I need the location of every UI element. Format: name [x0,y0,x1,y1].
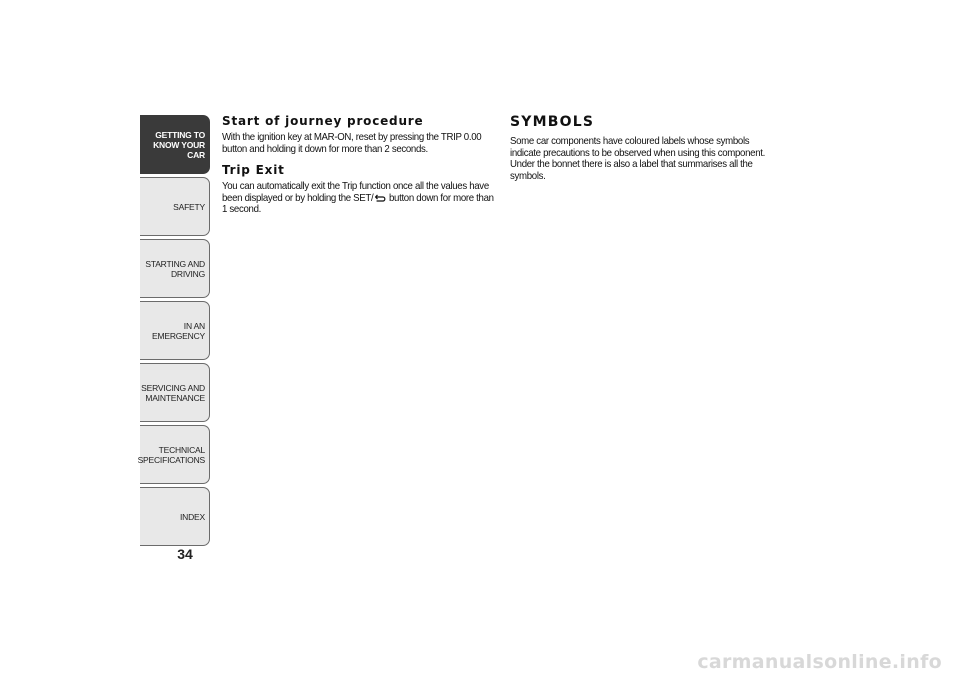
paragraph-trip-exit: You can automatically exit the Trip function once all the values have been displayed or by holding the SET/ button down for more than 1 second. [222,180,494,215]
heading-start-of-journey: Start of journey procedure [222,114,424,128]
watermark: carmanualsonline.info [697,651,942,673]
right-column [510,114,780,182]
heading-trip-exit: Trip Exit [222,163,285,177]
tab-safety[interactable]: SAFETY [140,177,210,236]
tab-starting-and-driving[interactable]: STARTING AND DRIVING [140,239,210,298]
return-arrow-icon [374,194,385,202]
tab-getting-to-know-your-car[interactable]: GETTING TO KNOW YOUR CAR [140,115,210,174]
paragraph-start-of-journey: With the ignition key at MAR-ON, reset by pressing the TRIP 0.00 button and holding it down for more than 2 seconds. [222,131,482,155]
tab-technical-specifications[interactable]: TECHNICAL SPECIFICATIONS [140,425,210,484]
tab-in-an-emergency[interactable]: IN AN EMERGENCY [140,301,210,360]
tab-servicing-and-maintenance[interactable]: SERVICING AND MAINTENANCE [140,363,210,422]
paragraph-symbols: Some car components have coloured labels whose symbols indicate precautions to be observed when using this component. Under the bonnet there is also a label that summarises all the symbols. [510,135,765,182]
heading-symbols: SYMBOLS [510,114,595,130]
tab-index[interactable]: INDEX [140,487,210,546]
left-column [222,114,494,216]
page-number: 34 [177,546,193,562]
